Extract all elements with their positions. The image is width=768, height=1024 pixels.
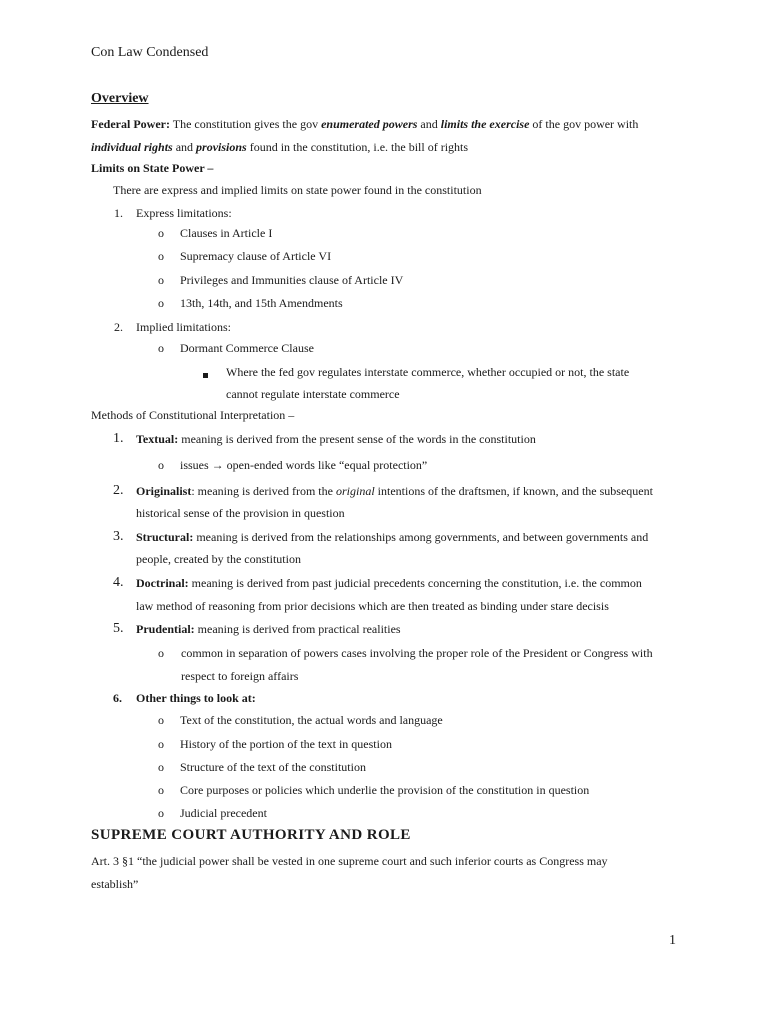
other-things-label: Other things to look at: [136,691,256,705]
prudential-label: Prudential: [136,622,195,636]
emphasis-limits-exercise: limits the exercise [440,117,530,131]
list-item: Core purposes or policies which underlie the provision of the constitution in question [180,783,590,797]
doctrinal-label: Doctrinal: [136,576,189,590]
document-header: Con Law Condensed [91,45,209,60]
textual-item [136,433,536,445]
circle-bullet-icon: o [158,458,164,472]
circle-bullet-icon: o [158,296,164,310]
list-item: Judicial precedent [180,806,267,820]
list-item: Privileges and Immunities clause of Article IV [180,273,404,287]
list-number: 3. [113,529,124,544]
text-span: found in the constitution, i.e. the bill of rights [246,140,469,154]
supreme-court-text-line-2: establish” [91,877,139,891]
list-item: History of the portion of the text in question [180,737,392,751]
structural-label: Structural: [136,530,194,544]
circle-bullet-icon: o [158,783,164,797]
originalist-item [136,485,653,497]
list-item: Text of the constitution, the actual words and language [180,713,443,727]
doctrinal-line-2: law method of reasoning from prior decisions which are then treated as binding under stare decisis [136,599,609,613]
text-span: and [417,117,441,131]
circle-bullet-icon: o [158,760,164,774]
text-span: and [172,140,197,154]
textual-label: Textual: [136,432,179,446]
circle-bullet-icon: o [158,249,164,263]
circle-bullet-icon: o [158,737,164,751]
page-number: 1 [669,933,676,948]
square-bullet-icon [203,368,208,380]
emphasis-enumerated-powers: enumerated powers [321,117,418,131]
federal-power-label: Federal Power: [91,117,170,131]
prudential-sub-line-2: respect to foreign affairs [181,669,299,683]
list-number: 1. [113,431,124,446]
originalist-label: Originalist [136,484,192,498]
doctrinal-item [136,577,642,589]
prudential-sub-line-1: common in separation of powers cases involving the proper role of the President or Congress with [181,646,653,660]
supreme-court-heading: SUPREME COURT AUTHORITY AND ROLE [91,827,411,843]
emphasis-provisions: provisions [196,140,247,154]
sub-item-line-2: cannot regulate interstate commerce [226,387,400,401]
list-number: 1. [114,206,123,220]
list-item: 13th, 14th, and 15th Amendments [180,296,343,310]
circle-bullet-icon: o [158,806,164,820]
list-item: Dormant Commerce Clause [180,341,314,355]
text-span: meaning is derived from past judicial precedents concerning the constitution, i.e. the common [188,576,642,590]
prudential-item [136,623,401,635]
circle-bullet-icon: o [158,273,164,287]
structural-line-2: people, created by the constitution [136,552,301,566]
express-limitations-label: Express limitations: [136,206,232,220]
federal-power-line-2 [91,141,468,153]
list-number: 6. [113,691,122,705]
list-item: Structure of the text of the constitution [180,760,366,774]
list-item: issues → open-ended words like “equal protection” [180,458,428,472]
methods-heading: Methods of Constitutional Interpretation – [91,408,295,422]
text-span: meaning is derived from the relationships among governments, and between governments and [193,530,649,544]
text-span: : meaning is derived from the [191,484,336,498]
limits-intro: There are express and implied limits on state power found in the constitution [113,183,482,197]
overview-heading: Overview [91,91,149,106]
text-span: The constitution gives the gov [169,117,322,131]
text-span: meaning is derived from practical realities [194,622,401,636]
limits-heading: Limits on State Power – [91,161,214,175]
sub-item-line-1: Where the fed gov regulates interstate commerce, whether occupied or not, the state [226,365,630,379]
list-item: Clauses in Article I [180,226,273,240]
circle-bullet-icon: o [158,341,164,355]
structural-item [136,531,648,543]
list-item: Supremacy clause of Article VI [180,249,332,263]
text-span: intentions of the draftsmen, if known, and the subsequent [374,484,653,498]
emphasis-individual-rights: individual rights [91,140,173,154]
list-number: 2. [114,320,123,334]
circle-bullet-icon: o [158,226,164,240]
text-span: of the gov power with [529,117,639,131]
originalist-line-2: historical sense of the provision in question [136,506,345,520]
list-number: 5. [113,621,124,636]
emphasis-original: original [335,484,375,498]
list-number: 2. [113,483,124,498]
list-number: 4. [113,575,124,590]
circle-bullet-icon: o [158,646,164,660]
implied-limitations-label: Implied limitations: [136,320,231,334]
text-span: meaning is derived from the present sense of the words in the constitution [178,432,536,446]
supreme-court-text-line-1: Art. 3 §1 “the judicial power shall be vested in one supreme court and such inferior courts as Congress may [91,854,608,868]
circle-bullet-icon: o [158,713,164,727]
federal-power-line-1 [91,118,638,130]
